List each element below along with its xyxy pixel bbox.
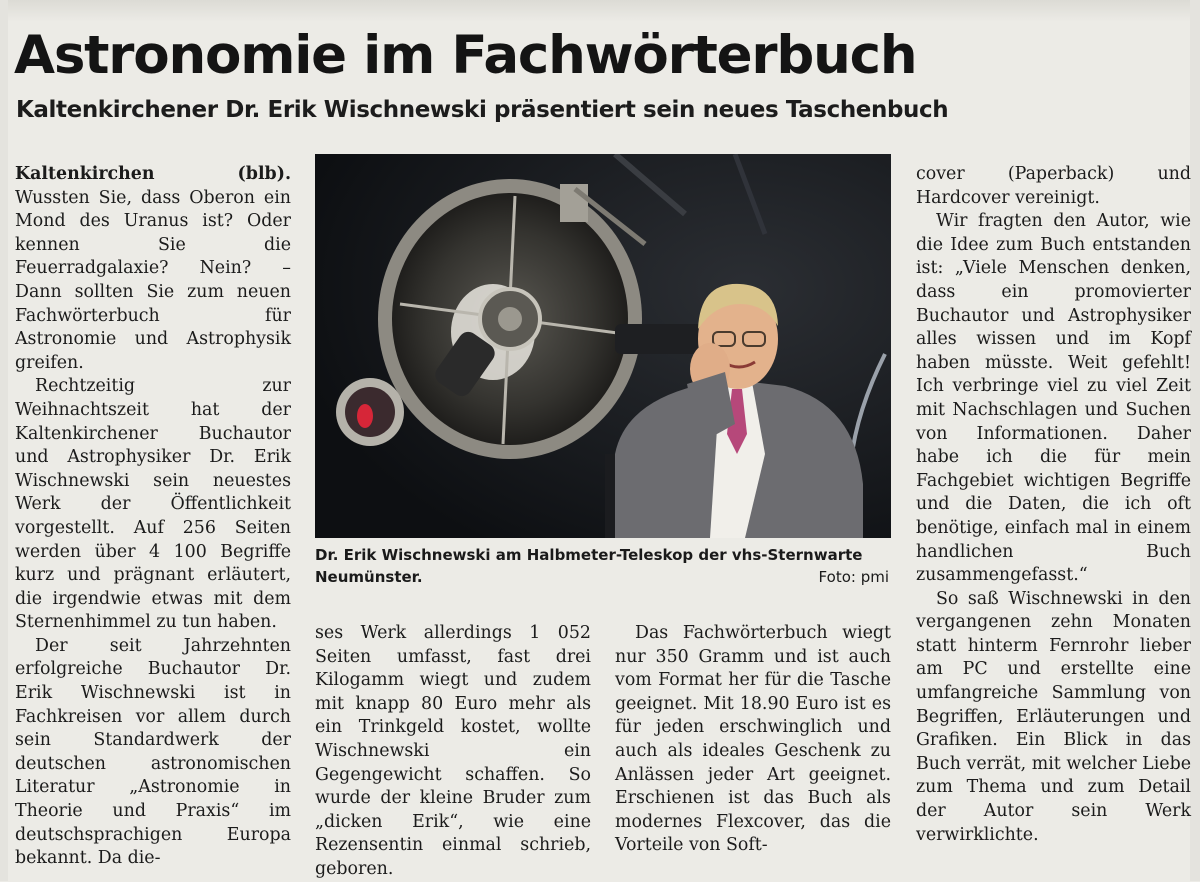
photo-credit: Foto: pmi [818, 568, 889, 586]
column-4-paragraph-3: So saß Wischnewski in den vergangenen zehn Monaten statt hinterm Fernrohr lieber am PC und erstellte eine umfangreiche Sammlung von Begriffen, Erläuterungen und Grafiken. Ein Blick in das Buch verrät, mit welcher Liebe zum Thema und zum Detail der Autor sein Werk verwirklichte. [916, 588, 1191, 845]
telescope-photo-illustration [315, 154, 891, 538]
photo-caption-text: Dr. Erik Wischnewski am Halbmeter-Teleskop der vhs-Sternwarte Neumünster. [315, 546, 863, 586]
page-right-edge [1190, 0, 1200, 881]
article-subheadline: Kaltenkirchener Dr. Erik Wischnewski präsentiert sein neues Taschenbuch [16, 97, 949, 123]
column-1-paragraph-3: Der seit Jahrzehnten erfolgreiche Buchautor Dr. Erik Wischnewski ist in Fachkreisen vor allem durch sein Standardwerk der deutschen astronomischen Literatur „Astronomie in Theorie und Praxis“ im deutschsprachigen Europa bekannt. Da die- [15, 635, 291, 869]
article-headline: Astronomie im Fachwörterbuch [14, 25, 917, 86]
dateline: Kaltenkirchen (blb). [15, 164, 291, 184]
column-1-paragraph-2: Rechtzeitig zur Weihnachtszeit hat der Kaltenkirchener Buchautor und Astrophysiker Dr. Erik Wischnewski sein neuestes Werk der Öffentlichkeit vorgestellt. Auf 256 Seiten werden über 4 100 Begriffe kurz und prägnant erläutert, die irgendwie etwas mit dem Sternenhimmel zu tun haben. [15, 376, 291, 633]
column-1-paragraph-1-text: Wussten Sie, dass Oberon ein Mond des Uranus ist? Oder kennen Sie die Feuerradgalaxie? Nein? – Dann sollten Sie zum neuen Fachwörterbuch für Astronomie und Astrophysik greifen. [15, 187, 291, 373]
photo-caption [315, 544, 891, 588]
page-top-bleed [0, 0, 1200, 22]
article-column-3 [615, 622, 891, 858]
column-4-paragraph-1: cover (Paperback) und Hardcover vereinigt. [916, 164, 1191, 208]
column-3-paragraph-1: Das Fachwörterbuch wiegt nur 350 Gramm und ist auch vom Format her für die Tasche geeignet. Mit 18.90 Euro ist es für jeden erschwinglich und auch als ideales Geschenk zu Anlässen jeder Art geeignet. Erschienen ist das Buch als modernes Flexcover, das die Vorteile von Soft- [615, 623, 891, 856]
article-column-2 [315, 622, 591, 882]
column-1-paragraph-1 [15, 163, 291, 375]
telescope-photo [315, 154, 891, 538]
article-column-1 [15, 163, 291, 871]
column-4-paragraph-2: Wir fragten den Autor, wie die Idee zum Buch entstanden ist: „Viele Menschen denken, dass ein promovierter Buchautor und Astrophysiker alles wissen und im Kopf haben müsste. Weit gefehlt! Ich verbringe viel zu viel Zeit mit Nachschlagen und Suchen von Informationen. Daher habe ich die für mein Fachgebiet wichtigen Begriffe und die Daten, die ich oft benötige, einfach mal in einem handlichen Buch zusammengefasst.“ [916, 211, 1191, 586]
article-column-4 [916, 163, 1191, 847]
column-2-paragraph-1: ses Werk allerdings 1 052 Seiten umfasst, fast drei Kilogamm wiegt und zudem mit knapp 80 Euro mehr als ein Trinkgeld kostet, wollte Wischnewski ein Gegengewicht schaffen. So wurde der kleine Bruder zum „dicken Erik“, wie eine Rezensentin einmal schrieb, geboren. [315, 623, 591, 879]
page-left-edge [0, 0, 8, 881]
